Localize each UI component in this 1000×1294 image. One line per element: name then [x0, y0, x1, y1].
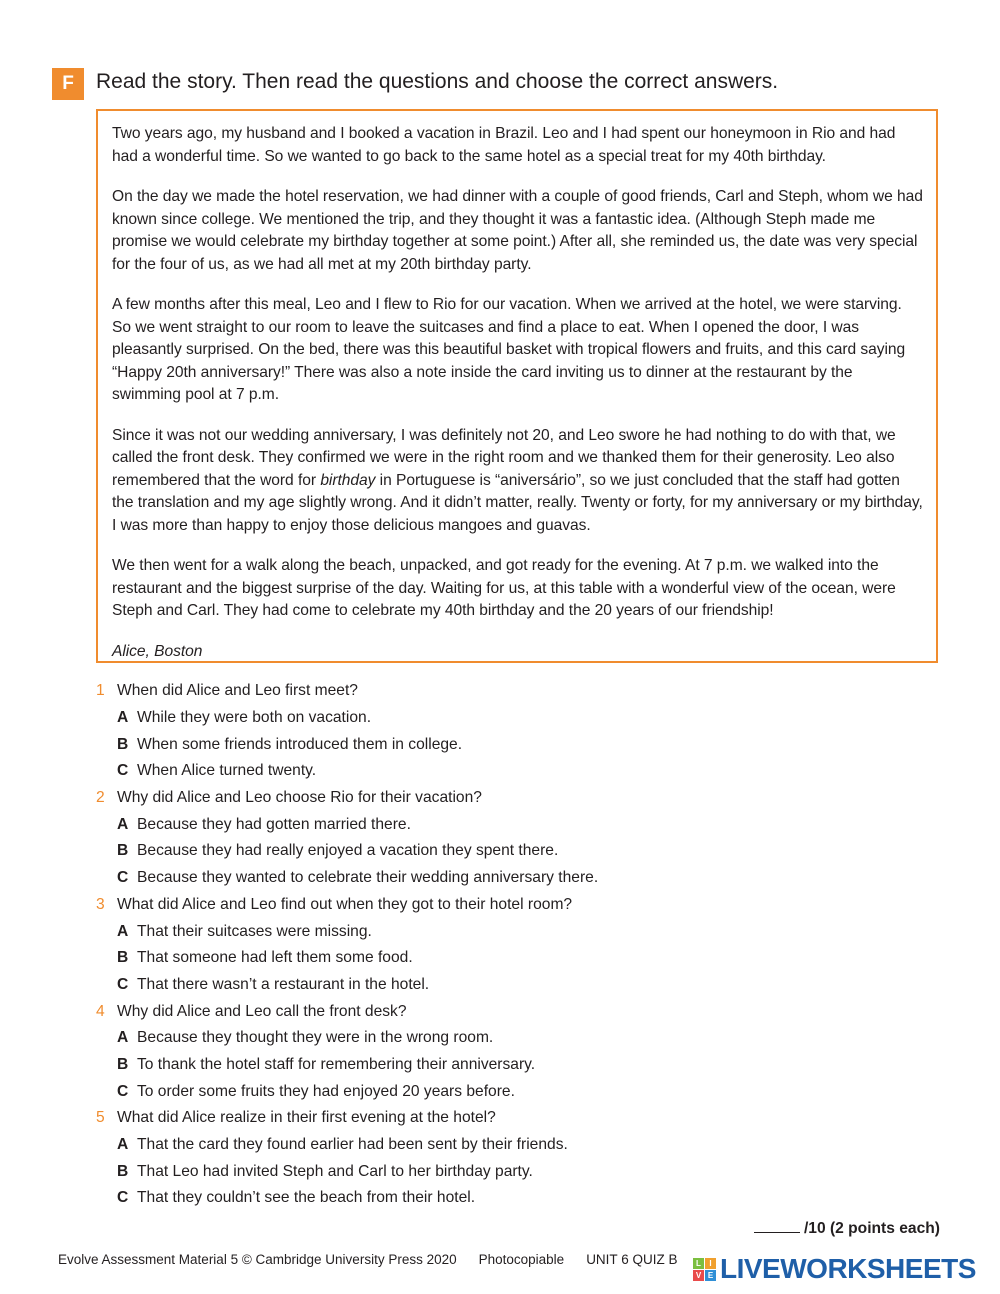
story-p4-italic: birthday: [320, 471, 376, 489]
story-paragraph-1: Two years ago, my husband and I booked a vacation in Brazil. Leo and I had spent our honeymoon in Rio and had had a wonderful time. So we wanted to go back to the same hotel as a special treat for my 40th birthday.: [112, 125, 896, 165]
story-p4-text-end: in Portuguese is “aniversário”, so we just concluded that the staff had gotten the translation and my age slightly wrong. And it didn’t matter, really. Twenty or forty, for my anniversary or my birthday, I was more than happy to enjoy those delicious mangoes and guavas.: [112, 471, 923, 534]
question-number: 3: [96, 895, 105, 913]
option-text: To thank the hotel staff for remembering their anniversary.: [137, 1055, 536, 1073]
answer-option[interactable]: [96, 1185, 956, 1212]
option-text: Because they wanted to celebrate their wedding anniversary there.: [137, 869, 599, 887]
score-text: /10 (2 points each): [803, 1220, 940, 1237]
question-3: [96, 892, 956, 999]
answer-option[interactable]: [96, 945, 956, 972]
answer-option[interactable]: [96, 1025, 956, 1052]
option-letter: A: [117, 815, 129, 833]
logo-mark-icon: [693, 1258, 716, 1281]
option-text: When Alice turned twenty.: [137, 762, 317, 780]
logo-mark-letter: E: [705, 1270, 716, 1281]
option-text: Because they thought they were in the wrong room.: [137, 1029, 494, 1047]
logo-mark-letter: I: [705, 1258, 716, 1269]
option-text: That the card they found earlier had been sent by their friends.: [137, 1136, 568, 1154]
liveworksheets-logo[interactable]: [693, 1253, 976, 1285]
answer-option[interactable]: [96, 811, 956, 838]
question-number: 1: [96, 682, 105, 700]
footer-unit: UNIT 6 QUIZ B: [586, 1252, 678, 1267]
option-letter: A: [117, 1136, 129, 1154]
story-p4-text: Since it was not our wedding anniversary, I was definitely not 20, and Leo swore he had nothing to do with that, we called the front desk. They confirmed we were in the right room and we thanked them for their generosity. Leo also remembered that the word for: [112, 426, 896, 489]
option-text: That someone had left them some food.: [137, 949, 413, 967]
option-text: When some friends introduced them in college.: [137, 735, 463, 753]
option-text: That there wasn’t a restaurant in the hotel.: [137, 975, 430, 993]
option-letter: B: [117, 1162, 129, 1180]
option-letter: C: [117, 1189, 129, 1207]
option-text: While they were both on vacation.: [137, 709, 372, 727]
score-blank[interactable]: [754, 1218, 800, 1233]
option-letter: C: [117, 975, 129, 993]
answer-option[interactable]: [96, 865, 956, 892]
option-letter: B: [117, 949, 129, 967]
story-paragraph-3: A few months after this meal, Leo and I flew to Rio for our vacation. When we arrived at the hotel, we were starving. So we went straight to our room to leave the suitcases and find a place to eat. When I opened the door, I was pleasantly surprised. On the bed, there was this beautiful basket with tropical flowers and fruits, and this card saying “Happy 20th anniversary!” There was also a note inside the card inviting us to dinner at the restaurant by the swimming pool at 7 p.m.: [112, 296, 906, 403]
question-text: Why did Alice and Leo call the front desk?: [117, 1002, 407, 1020]
option-text: Because they had gotten married there.: [137, 815, 411, 833]
option-letter: C: [117, 762, 129, 780]
question-1: [96, 678, 956, 785]
question-2: [96, 785, 956, 892]
question-text: What did Alice realize in their first evening at the hotel?: [117, 1109, 496, 1127]
answer-option[interactable]: [96, 1052, 956, 1079]
answer-option[interactable]: [96, 1078, 956, 1105]
story-box: [96, 109, 938, 663]
question-5: [96, 1105, 956, 1212]
option-letter: A: [117, 922, 129, 940]
footer: [58, 1252, 699, 1267]
questions-list: [96, 678, 956, 1212]
story-signature: Alice, Boston: [112, 642, 203, 660]
option-letter: B: [117, 735, 129, 753]
answer-option[interactable]: [96, 838, 956, 865]
option-text: That they couldn’t see the beach from their hotel.: [137, 1189, 476, 1207]
option-letter: A: [117, 709, 129, 727]
answer-option[interactable]: [96, 972, 956, 999]
option-text: That Leo had invited Steph and Carl to her birthday party.: [137, 1162, 533, 1180]
question-4: [96, 998, 956, 1105]
option-letter: C: [117, 869, 129, 887]
question-text: Why did Alice and Leo choose Rio for their vacation?: [117, 789, 482, 807]
score-line: [754, 1218, 940, 1238]
footer-photocopiable: Photocopiable: [478, 1252, 565, 1267]
answer-option[interactable]: [96, 918, 956, 945]
section-badge: F: [52, 68, 84, 100]
answer-option[interactable]: [96, 758, 956, 785]
story-paragraph-5: We then went for a walk along the beach, unpacked, and got ready for the evening. At 7 p.m. we walked into the restaurant and the biggest surprise of the day. Waiting for us, at this table with a wonderful view of the ocean, were Steph and Carl. They had come to celebrate my 40th birthday and the 20 years of our friendship!: [112, 557, 896, 619]
option-letter: C: [117, 1082, 129, 1100]
option-letter: B: [117, 1055, 129, 1073]
option-text: Because they had really enjoyed a vacation they spent there.: [137, 842, 559, 860]
question-number: 2: [96, 789, 105, 807]
option-text: That their suitcases were missing.: [137, 922, 372, 940]
question-text: What did Alice and Leo find out when they got to their hotel room?: [117, 895, 573, 913]
option-text: To order some fruits they had enjoyed 20 years before.: [137, 1082, 515, 1100]
question-text: When did Alice and Leo first meet?: [117, 682, 358, 700]
story-paragraph-4: [112, 425, 924, 538]
logo-mark-letter: L: [693, 1258, 704, 1269]
question-number: 4: [96, 1002, 105, 1020]
answer-option[interactable]: [96, 1132, 956, 1159]
story-paragraph-2: On the day we made the hotel reservation, we had dinner with a couple of good friends, Carl and Steph, whom we had known since college. We mentioned the trip, and they thought it was a fantastic idea. (Although Steph made me promise we would celebrate my birthday together at some point.) After all, she reminded us, the date was very special for the four of us, as we had all met at my 20th birthday party.: [112, 188, 923, 273]
footer-copyright: Evolve Assessment Material 5 © Cambridge University Press 2020: [58, 1252, 457, 1267]
option-letter: A: [117, 1029, 129, 1047]
answer-option[interactable]: [96, 705, 956, 732]
option-letter: B: [117, 842, 129, 860]
answer-option[interactable]: [96, 1158, 956, 1185]
instruction-heading: Read the story. Then read the questions and choose the correct answers.: [96, 70, 779, 93]
question-number: 5: [96, 1109, 105, 1127]
logo-text: LIVEWORKSHEETS: [720, 1253, 976, 1284]
answer-option[interactable]: [96, 731, 956, 758]
logo-mark-letter: V: [693, 1270, 704, 1281]
